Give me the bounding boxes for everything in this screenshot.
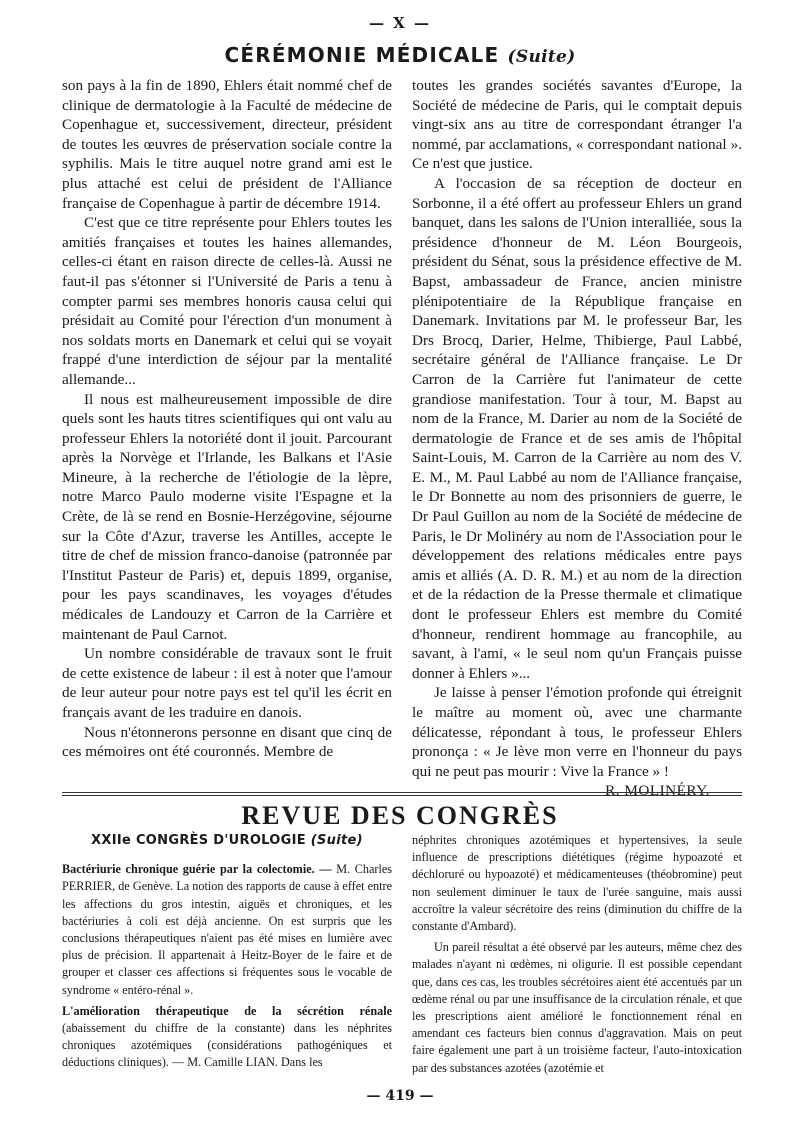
paragraph: néphrites chroniques azotémiques et hypertensives, la seule influence de prescriptions diététiques (régime hypoazoté et déchloruré ou hypoazoté) et médicamenteuses (théobromine) peut non seulement diminuer le taux de l'urée sanguine, mais aussi accroître la valeur sécrétoire des reins (diminution du chiffre de la constante d'Ambard). bbox=[412, 833, 742, 934]
abstract-paragraph bbox=[62, 1003, 392, 1072]
abstract-paragraph bbox=[62, 861, 392, 999]
section-divider bbox=[62, 795, 742, 796]
abstract-lead: Bactériurie chronique guérie par la colectomie. — bbox=[62, 862, 332, 877]
article-column-left bbox=[62, 76, 392, 762]
abstract-body: (abaissement du chiffre de la constante) dans les néphrites chroniques azotémiques (considérations pathogéniques et déductions cliniques). — M. Camille LIAN. Dans les bbox=[62, 1021, 392, 1070]
congress-subheading-suite: (Suite) bbox=[310, 833, 363, 848]
page-number: — 419 — bbox=[366, 1088, 434, 1104]
congress-subheading-text: XXIIe CONGRÈS D'UROLOGIE bbox=[91, 833, 306, 848]
section-title bbox=[0, 43, 800, 67]
signature-text: R. MOLINÉRY. bbox=[605, 782, 710, 800]
paragraph: toutes les grandes sociétés savantes d'Europe, la Société de médecine de Paris, qui le comptait depuis vingt-six ans au titre de correspondant étranger l'a nommé, par acclamations, « correspondant national ». Ce n'est que justice. bbox=[412, 77, 742, 173]
abstract-body: M. Charles PERRIER, de Genève. La notion des rapports de cause à effet entre les affections du gros intestin, aiguës et chroniques, et les bactériuries à coli est déjà ancienne. On est surpris que les conclusions thérapeutiques n'aient pas été mises en lumière avec plus de précision. Il appartenait à Heitz-Boyer de le faire et de grouper et classer ces affections si fréquentes sous le vocable de syndrome « entéro-rénal ». bbox=[62, 862, 392, 997]
article-column-right bbox=[412, 76, 742, 801]
paragraph: son pays à la fin de 1890, Ehlers était nommé chef de clinique de dermatologie à la Faculté de médecine de Copenhague et, successivement, directeur, président de toutes les œuvres de préservation sociale contre la syphilis. Mais le titre auquel notre grand ami est le plus attaché est celui de président de l'Alliance française de Copenhague à partir de décembre 1914. bbox=[62, 77, 392, 212]
paragraph: C'est que ce titre représente pour Ehlers toutes les amitiés françaises et toutes les haines allemandes, celles-ci étant en raison directe de celles-là. Aussi ne faut-il pas s'étonner si l'Université de Paris a tenu à compter parmi ses membres honoris causa celui qui présidait au Comité pour l'érection d'un monument à nos soldats morts en Danemark et celui qui se voyait frappé d'une interdiction de séjour par la mentalité allemande... bbox=[62, 214, 392, 388]
section-title-suite: (Suite) bbox=[507, 47, 576, 67]
section-divider bbox=[62, 792, 742, 793]
top-folio: — X — bbox=[368, 14, 432, 32]
revue-title: REVUE DES CONGRÈS bbox=[241, 801, 559, 830]
section-title-text: CÉRÉMONIE MÉDICALE bbox=[224, 43, 500, 67]
revue-column-right bbox=[412, 832, 742, 1077]
paragraph: Je laisse à penser l'émotion profonde qui étreignit le maître au moment où, avec une charmante délicatesse, répondant à tous, le professeur Ehlers prononça : « Je lève mon verre en l'honneur du pays qui ne peut pas mourir : Vive la France » ! bbox=[412, 684, 742, 780]
congress-subheading bbox=[62, 832, 392, 849]
paragraph: Nous n'étonnerons personne en disant que cinq de ces mémoires ont été couronnés. Membre de bbox=[62, 723, 392, 761]
paragraph: Un nombre considérable de travaux sont le fruit de cette existence de labeur : il est à noter que l'amour de leur auteur pour notre pays est tel qu'il les écrit en français avant de les traduire en danois. bbox=[62, 645, 392, 721]
paragraph: Il nous est malheureusement impossible de dire quels sont les hauts titres scientifiques qui ont valu au professeur Ehlers la notoriété dont il jouit. Parcourant après la Norvège et l'Irlande, les Balkans et l'Asie Mineure, à la recherche de l'étiologie de la lèpre, notre Marco Paulo moderne visite l'Espagne et la Crète, de là se rend en Bosnie-Herzégovine, séjourne sur la Côte d'Azur, traverse les Antilles, accepte le titre de chef de mission franco-danoise (patronnée par l'Institut Pasteur de Paris) et, depuis 1899, organise, pour les pays scandinaves, les voyages d'études médicales de Landouzy et Carron de la Carrière et maintenant de Paul Carnot. bbox=[62, 390, 392, 643]
revue-column-left bbox=[62, 832, 392, 1072]
abstract-lead: L'amélioration thérapeutique de la sécrétion rénale bbox=[62, 1003, 392, 1018]
paragraph: A l'occasion de sa réception de docteur en Sorbonne, il a été offert au professeur Ehlers un grand banquet, dans les salons de l'Union interalliée, sous la présidence d'honneur de M. Léon Bourgeois, président du Sénat, sous la présidence effective de M. Bapst, ambassadeur de France, ancien ministre plénipotentiaire de la République française en Danemark. Invitations par M. le professeur Bar, les Drs Brocq, Darier, Helme, Thibierge, Paul Labbé, secrétaire général de l'Alliance française. Le Dr Carron de la Carrière fut l'animateur de cette grandiose manifestation. Tour à tour, M. Bapst au nom de la France, M. Darier au nom de la Société de dermatologie de France et de ses amis de l'hôpital Saint-Louis, M. Carron de la Carrière au nom des V. E. M., M. Paul Labbé au nom de l'Alliance française, le Dr Bonnette au nom des prisonniers de guerre, le Dr Paul Guillon au nom de la Société de médecine de Paris, le Dr Molinéry au nom de l'Association pour le développement des relations médicales entre pays amis et alliés (A. D. R. M.) et au nom de la direction et de la rédaction de la Presse thermale et climatique dont le professeur Ehlers est membre du Comité d'honneur, rendirent hommage au francophile, au savant, à l'ami, « le seul nom qu'un Français puisse donner à Ehlers »... bbox=[412, 174, 742, 682]
paragraph: Un pareil résultat a été observé par les auteurs, même chez des malades n'ayant ni œdèmes, ni oligurie. Il est possible cependant que, dans ces cas, les troubles sécrétoires aient été accentués par un œdème rénal ou par une insuffisance de la circulation rénale, et que les prescriptions aient amélioré le fonctionnement rénal en amendant ces facteurs bien connus d'aggravation. Mais on peut faire également une part à un troisième facteur, l'auto-intoxication par des substances azotées (azotémie et bbox=[412, 940, 742, 1075]
